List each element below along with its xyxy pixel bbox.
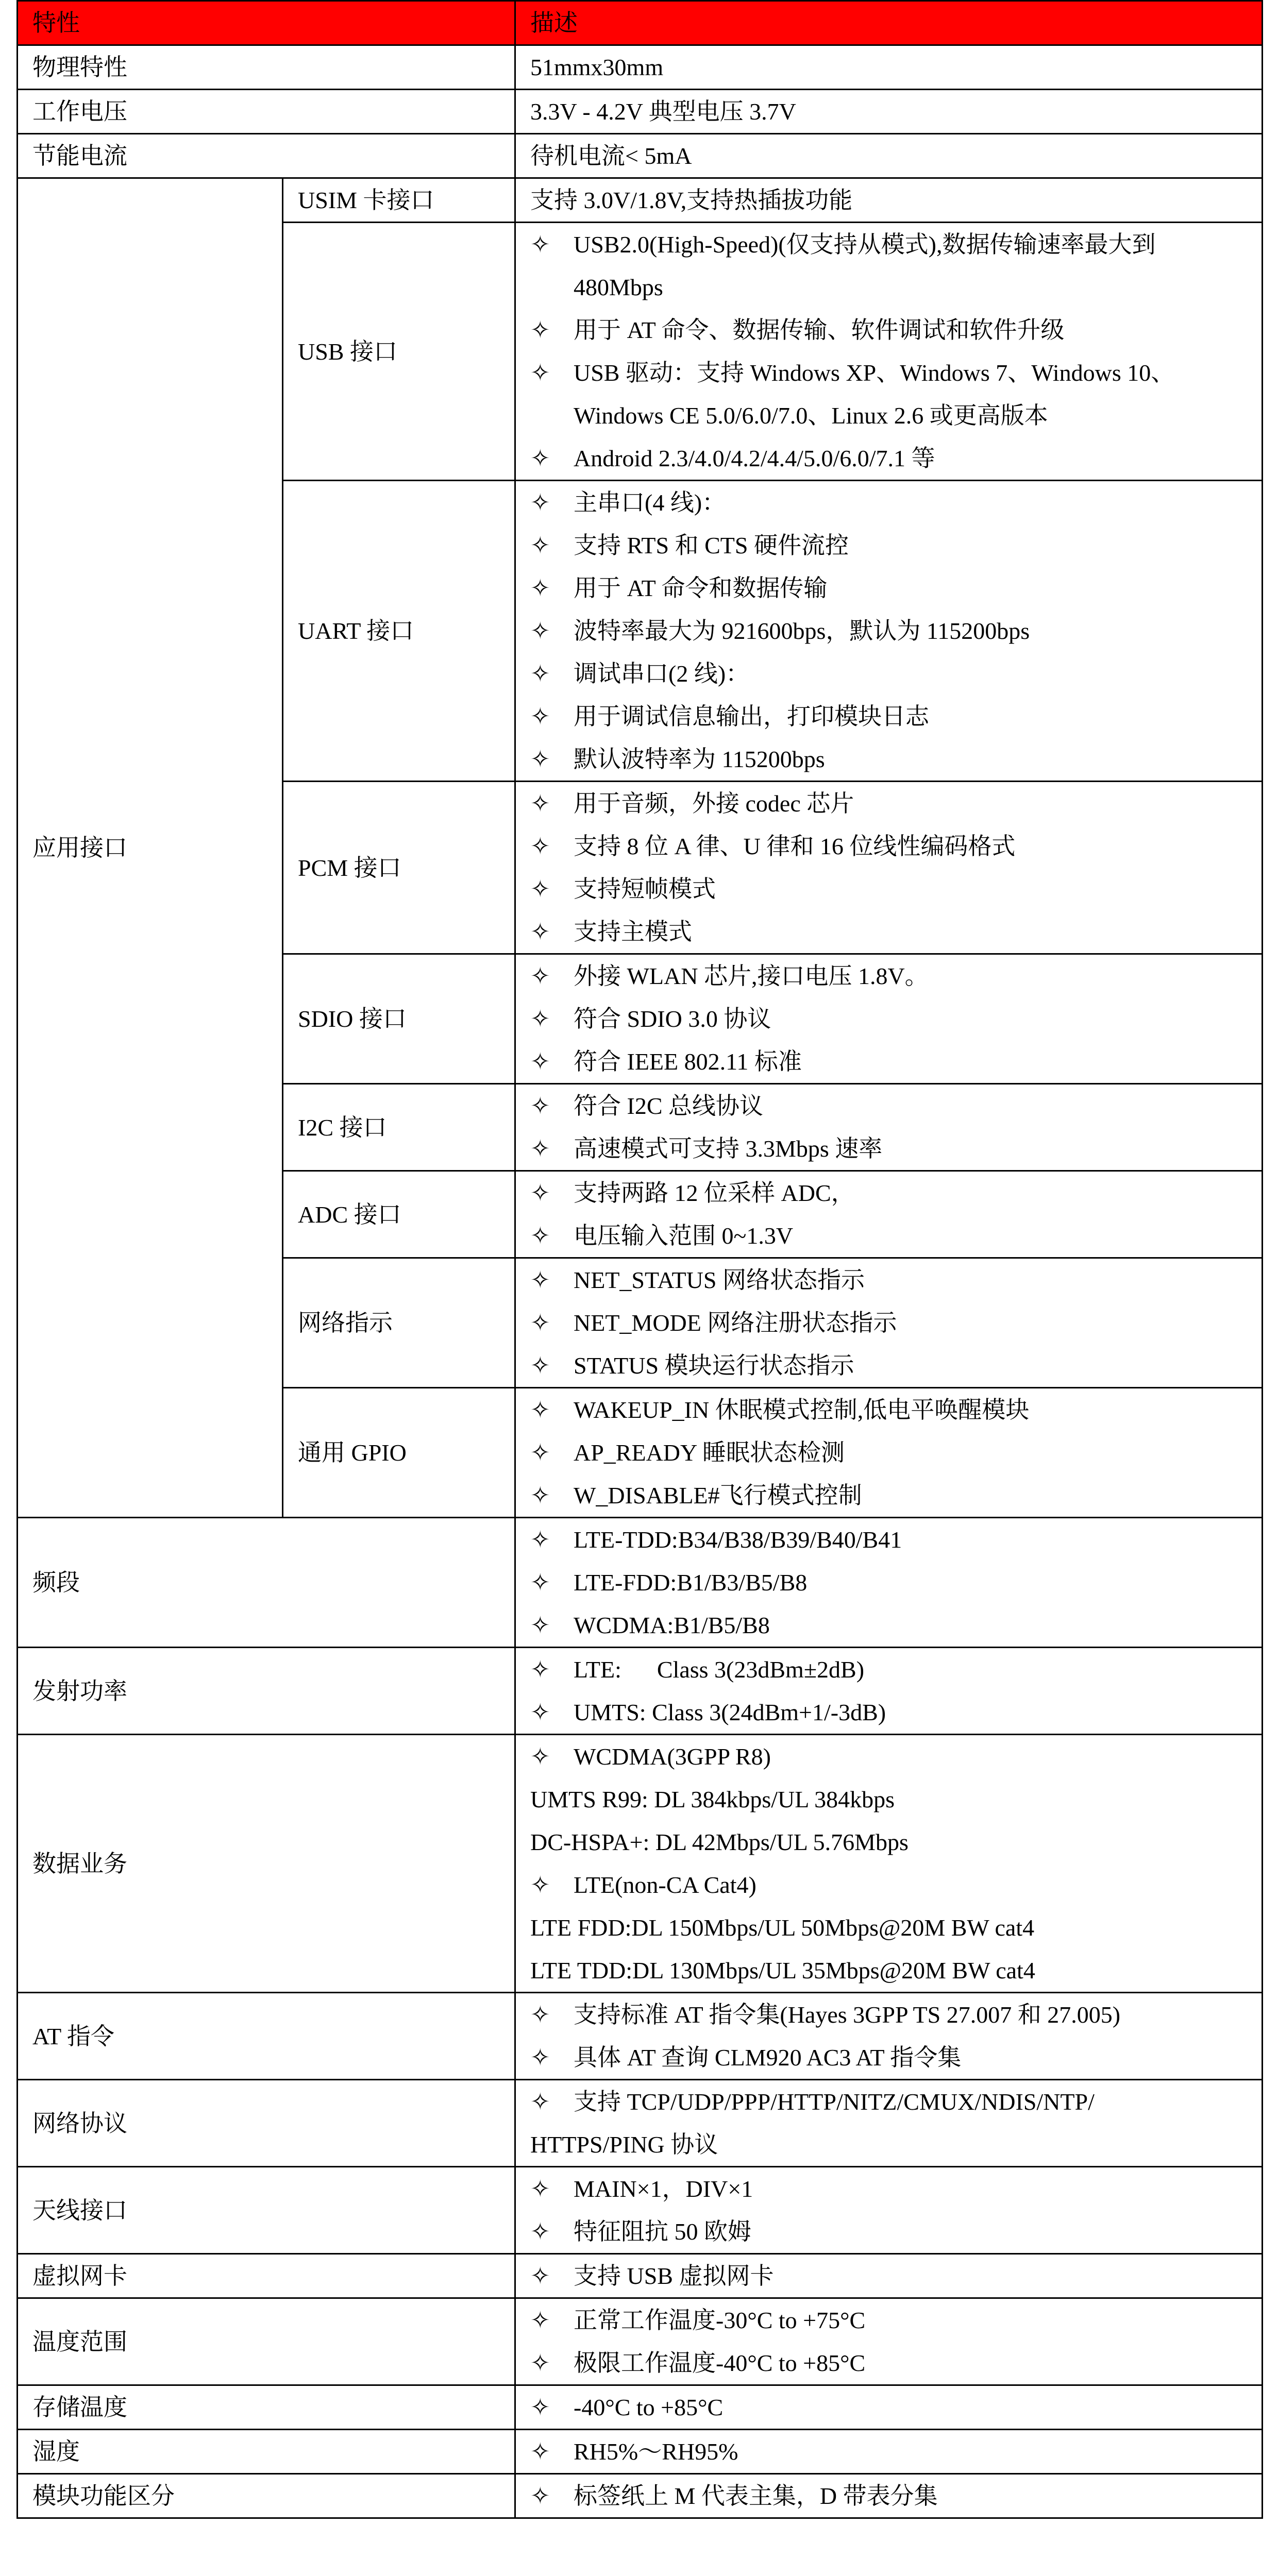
bullet-icon: ✧	[530, 2394, 550, 2420]
bullet-icon: ✧	[530, 2044, 550, 2071]
bullet-line: ✧ USB2.0(High-Speed)(仅支持从模式),数据传输速率最大到	[530, 223, 1247, 266]
row-label: 物理特性	[18, 45, 515, 90]
bullet-cell	[515, 1648, 1263, 1735]
bullet-line: ✧ RH5%～RH95%	[530, 2430, 1247, 2473]
bullet-icon: ✧	[530, 1352, 550, 1379]
bullet-line: ✧ 调试串口(2 线)：	[530, 652, 1247, 695]
bullet-icon: ✧	[530, 1180, 550, 1206]
bullet-line: ✧ 符合 IEEE 802.11 标准	[530, 1040, 1247, 1083]
table-row	[18, 2080, 1263, 2167]
bullet-cell	[515, 782, 1263, 954]
bullet-icon: ✧	[530, 1397, 550, 1423]
bullet-icon: ✧	[530, 790, 550, 817]
header-row	[18, 1, 1263, 45]
bullet-icon: ✧	[530, 2089, 550, 2115]
bullet-cell	[515, 1735, 1263, 1993]
bullet-icon: ✧	[530, 919, 550, 945]
row-label: 虚拟网卡	[18, 2254, 515, 2298]
bullet-cell	[515, 481, 1263, 782]
sub-label: USB 接口	[283, 223, 515, 481]
bullet-cell	[515, 223, 1263, 481]
bullet-icon: ✧	[530, 1048, 550, 1075]
bullet-line: ✧ 波特率最大为 921600bps，默认为 115200bps	[530, 609, 1247, 652]
bullet-icon: ✧	[530, 1699, 550, 1725]
bullet-line: ✧ 特征阻抗 50 欧姆	[530, 2210, 1247, 2253]
sub-label: PCM 接口	[283, 782, 515, 954]
bullet-line: ✧ 电压输入范围 0~1.3V	[530, 1214, 1247, 1257]
bullet-line: ✧ 用于调试信息输出，打印模块日志	[530, 695, 1247, 738]
row-label: 温度范围	[18, 2298, 515, 2385]
bullet-line: ✧ 高速模式可支持 3.3Mbps 速率	[530, 1127, 1247, 1170]
bullet-cell	[515, 2254, 1263, 2298]
table-row	[18, 178, 1263, 223]
bullet-icon: ✧	[530, 876, 550, 902]
bullet-icon: ✧	[530, 1569, 550, 1596]
row-label: 工作电压	[18, 90, 515, 134]
bullet-cell	[515, 2298, 1263, 2385]
sub-label: ADC 接口	[283, 1171, 515, 1258]
bullet-icon: ✧	[530, 2263, 550, 2289]
bullet-line: ✧ 具体 AT 查询 CLM920 AC3 AT 指令集	[530, 2036, 1247, 2079]
table-row	[18, 1993, 1263, 2080]
table-row	[18, 2167, 1263, 2254]
bullet-line: ✧ LTE: Class 3(23dBm±2dB)	[530, 1648, 1247, 1691]
bullet-line: ✧ NET_STATUS 网络状态指示	[530, 1259, 1247, 1301]
plain-line: LTE TDD:DL 130Mbps/UL 35Mbps@20M BW cat4	[530, 1957, 1035, 1984]
table-row	[18, 134, 1263, 178]
bullet-line: ✧ 用于音频，外接 codec 芯片	[530, 782, 1247, 825]
bullet-cell	[515, 1993, 1263, 2080]
bullet-icon: ✧	[530, 703, 550, 730]
bullet-line: ✧ 支持 USB 虚拟网卡	[530, 2255, 1247, 2297]
bullet-line: ✧ 支持 8 位 A 律、U 律和 16 位线性编码格式	[530, 825, 1247, 868]
bullet-icon: ✧	[530, 2438, 550, 2465]
table-row	[18, 45, 1263, 90]
bullet-cell	[515, 2080, 1263, 2167]
bullet-icon: ✧	[530, 231, 550, 258]
bullet-cell	[515, 2385, 1263, 2430]
bullet-line: ✧ 支持主模式	[530, 910, 1247, 953]
bullet-cell	[515, 1258, 1263, 1388]
row-label: 节能电流	[18, 134, 515, 178]
bullet-icon: ✧	[530, 746, 550, 772]
bullet-icon: ✧	[530, 618, 550, 644]
bullet-line: ✧ -40°C to +85°C	[530, 2386, 1247, 2429]
plain-line: LTE FDD:DL 150Mbps/UL 50Mbps@20M BW cat4	[530, 1914, 1035, 1941]
row-value: 3.3V - 4.2V 典型电压 3.7V	[515, 90, 1263, 134]
bullet-line: ✧ LTE-FDD:B1/B3/B5/B8	[530, 1561, 1247, 1604]
bullet-icon: ✧	[530, 1872, 550, 1898]
bullet-line: ✧ WCDMA:B1/B5/B8	[530, 1604, 1247, 1647]
bullet-cell	[515, 1084, 1263, 1171]
sub-label: I2C 接口	[283, 1084, 515, 1171]
sub-label: SDIO 接口	[283, 954, 515, 1084]
sub-label: UART 接口	[283, 481, 515, 782]
bullet-icon: ✧	[530, 1136, 550, 1162]
bullet-line: ✧ WAKEUP_IN 休眠模式控制,低电平唤醒模块	[530, 1388, 1247, 1431]
bullet-cell	[515, 2474, 1263, 2518]
bullet-icon: ✧	[530, 1267, 550, 1293]
bullet-icon: ✧	[530, 1482, 550, 1509]
header-description: 描述	[515, 1, 1263, 45]
bullet-line: ✧ NET_MODE 网络注册状态指示	[530, 1301, 1247, 1344]
bullet-icon: ✧	[530, 1006, 550, 1032]
bullet-cell	[515, 1388, 1263, 1518]
bullet-cell	[515, 954, 1263, 1084]
sub-label: 通用 GPIO	[283, 1388, 515, 1518]
continuation-line: 480Mbps	[574, 274, 663, 300]
row-value: 支持 3.0V/1.8V,支持热插拔功能	[515, 178, 1263, 223]
bullet-line: ✧ 支持短帧模式	[530, 868, 1247, 910]
sub-label: USIM 卡接口	[283, 178, 515, 223]
bullet-line: ✧ 支持标准 AT 指令集(Hayes 3GPP TS 27.007 和 27.005)	[530, 1993, 1247, 2036]
bullet-line: ✧ 默认波特率为 115200bps	[530, 738, 1247, 781]
plain-line: DC-HSPA+: DL 42Mbps/UL 5.76Mbps	[530, 1829, 909, 1855]
plain-line: HTTPS/PING 协议	[530, 2131, 718, 2158]
bullet-icon: ✧	[530, 1223, 550, 1249]
bullet-line: ✧ 支持 TCP/UDP/PPP/HTTP/NITZ/CMUX/NDIS/NTP/	[530, 2080, 1247, 2123]
bullet-icon: ✧	[530, 2350, 550, 2376]
bullet-icon: ✧	[530, 2307, 550, 2333]
row-label: 数据业务	[18, 1735, 515, 1993]
bullet-icon: ✧	[530, 1093, 550, 1119]
bullet-line: ✧ UMTS: Class 3(24dBm+1/-3dB)	[530, 1691, 1247, 1734]
table-row	[18, 2474, 1263, 2518]
bullet-icon: ✧	[530, 1310, 550, 1336]
bullet-line: ✧ 正常工作温度-30°C to +75°C	[530, 2299, 1247, 2342]
table-row	[18, 2385, 1263, 2430]
spec-table	[16, 0, 1263, 2519]
row-label: AT 指令	[18, 1993, 515, 2080]
table-row	[18, 90, 1263, 134]
row-label: 发射功率	[18, 1648, 515, 1735]
bullet-line: ✧ 支持两路 12 位采样 ADC，	[530, 1172, 1247, 1214]
bullet-line: ✧ 用于 AT 命令、数据传输、软件调试和软件升级	[530, 309, 1247, 351]
bullet-line: ✧ W_DISABLE#飞行模式控制	[530, 1474, 1247, 1517]
bullet-icon: ✧	[530, 1527, 550, 1553]
bullet-line: ✧ AP_READY 睡眠状态检测	[530, 1431, 1247, 1474]
bullet-cell	[515, 1518, 1263, 1648]
row-label: 模块功能区分	[18, 2474, 515, 2518]
bullet-icon: ✧	[530, 2002, 550, 2028]
group-label: 应用接口	[18, 178, 283, 1518]
bullet-icon: ✧	[530, 1439, 550, 1466]
bullet-line: ✧ Android 2.3/4.0/4.2/4.4/5.0/6.0/7.1 等	[530, 437, 1247, 480]
bullet-cell	[515, 2430, 1263, 2474]
bullet-icon: ✧	[530, 1612, 550, 1638]
bullet-line: ✧ LTE(non-CA Cat4)	[530, 1863, 1247, 1906]
continuation-line: Windows CE 5.0/6.0/7.0、Linux 2.6 或更高版本	[574, 402, 1048, 429]
bullet-line: ✧ WCDMA(3GPP R8)	[530, 1735, 1247, 1778]
bullet-line: ✧ 支持 RTS 和 CTS 硬件流控	[530, 524, 1247, 567]
row-label: 频段	[18, 1518, 515, 1648]
row-label: 网络协议	[18, 2080, 515, 2167]
bullet-icon: ✧	[530, 660, 550, 687]
table-row	[18, 1648, 1263, 1735]
row-label: 湿度	[18, 2430, 515, 2474]
bullet-icon: ✧	[530, 445, 550, 471]
bullet-line: ✧ 符合 SDIO 3.0 协议	[530, 997, 1247, 1040]
table-row	[18, 2254, 1263, 2298]
bullet-cell	[515, 2167, 1263, 2254]
table-row	[18, 1735, 1263, 1993]
bullet-icon: ✧	[530, 1656, 550, 1683]
plain-line: UMTS R99: DL 384kbps/UL 384kbps	[530, 1786, 895, 1812]
row-value: 待机电流< 5mA	[515, 134, 1263, 178]
bullet-line: ✧ 外接 WLAN 芯片,接口电压 1.8V。	[530, 955, 1247, 997]
table-row	[18, 1518, 1263, 1648]
bullet-icon: ✧	[530, 2218, 550, 2245]
row-label: 天线接口	[18, 2167, 515, 2254]
bullet-line: ✧ 用于 AT 命令和数据传输	[530, 567, 1247, 609]
row-value: 51mmx30mm	[515, 45, 1263, 90]
bullet-line: ✧ LTE-TDD:B34/B38/B39/B40/B41	[530, 1518, 1247, 1561]
bullet-icon: ✧	[530, 963, 550, 989]
header-feature: 特性	[18, 1, 515, 45]
bullet-line: ✧ MAIN×1，DIV×1	[530, 2167, 1247, 2210]
bullet-icon: ✧	[530, 532, 550, 558]
bullet-icon: ✧	[530, 2483, 550, 2509]
sub-label: 网络指示	[283, 1258, 515, 1388]
bullet-icon: ✧	[530, 833, 550, 859]
table-row	[18, 2430, 1263, 2474]
bullet-line: ✧ STATUS 模块运行状态指示	[530, 1344, 1247, 1387]
bullet-line: ✧ 符合 I2C 总线协议	[530, 1084, 1247, 1127]
bullet-line: ✧ 主串口(4 线)：	[530, 481, 1247, 524]
bullet-icon: ✧	[530, 489, 550, 516]
bullet-icon: ✧	[530, 317, 550, 343]
bullet-icon: ✧	[530, 2176, 550, 2202]
bullet-icon: ✧	[530, 360, 550, 386]
bullet-line: ✧ USB 驱动：支持 Windows XP、Windows 7、Windows 10、	[530, 351, 1247, 394]
bullet-line: ✧ 标签纸上 M 代表主集，D 带表分集	[530, 2475, 1247, 2517]
bullet-line: ✧ 极限工作温度-40°C to +85°C	[530, 2342, 1247, 2384]
bullet-icon: ✧	[530, 1743, 550, 1770]
bullet-icon: ✧	[530, 575, 550, 601]
bullet-cell	[515, 1171, 1263, 1258]
row-label: 存储温度	[18, 2385, 515, 2430]
table-row	[18, 2298, 1263, 2385]
